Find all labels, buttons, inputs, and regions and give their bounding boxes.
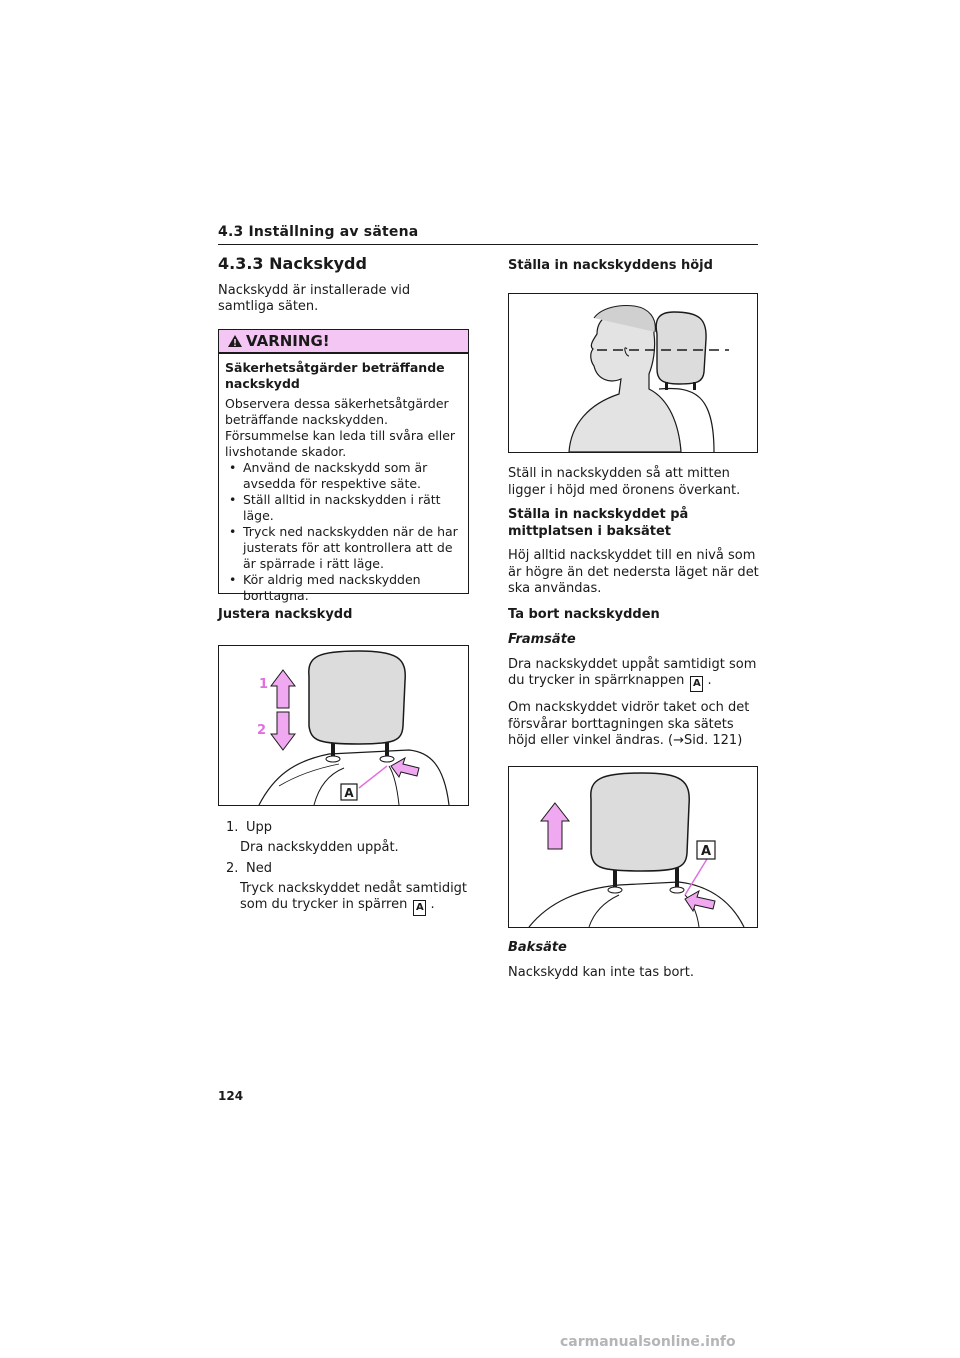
figure-adjust-headrest <box>218 645 469 806</box>
rear-text: Nackskydd kan inte tas bort. <box>508 964 694 980</box>
warning-bullet: • Använd de nackskydd som är avsedda för respektive säte. <box>225 460 462 492</box>
step-desc-end: . <box>430 897 435 912</box>
warning-text-2: Försummelse kan leda till svåra eller livshotande skador. <box>225 428 456 459</box>
figure3-label-a: A <box>700 844 712 859</box>
intro-text: Nackskydd är installerade vid samtliga säten. <box>218 282 411 314</box>
warning-body <box>219 354 468 604</box>
page-heading: 4.3.3 Nackskydd <box>218 254 367 273</box>
warning-bullet: • Ställ alltid in nackskydden i rätt läge. <box>225 492 462 524</box>
step-desc <box>240 881 470 917</box>
watermark: carmanualsonline.info <box>560 1334 736 1350</box>
front-text-end: . <box>707 673 712 688</box>
step-number: 1. <box>226 820 239 835</box>
middle-text: Höj alltid nackskyddet till en nivå som är högre än det nedersta läget när det ska användas. <box>508 548 759 596</box>
figure1-label-up: 1 <box>259 677 269 692</box>
figure1-label-a: A <box>344 786 354 800</box>
front-text-body: Dra nackskyddet uppåt samtidigt som du trycker in spärrknappen <box>508 656 757 688</box>
rear-section <box>508 940 760 981</box>
step-desc-text: Tryck nackskyddet nedåt samtidigt som du trycker in spärren <box>240 880 468 912</box>
height-text: Ställ in nackskydden så att mitten ligger i höjd med öronens överkant. <box>508 466 741 498</box>
roof-text: Om nackskyddet vidrör taket och det försvårar borttagningen ska sätets höjd eller vinkel ändras. (→Sid. 121) <box>508 700 750 748</box>
step-item <box>226 820 470 837</box>
warning-bullet: • Kör aldrig med nackskydden borttagna. <box>225 572 462 604</box>
headrest-adjust-illustration <box>219 646 468 805</box>
head-height-illustration <box>509 294 757 452</box>
step-item <box>226 861 470 878</box>
figure-remove-headrest <box>508 766 758 928</box>
step-number: 2. <box>226 861 239 876</box>
page-number: 124 <box>218 1089 244 1103</box>
right-column <box>508 466 760 750</box>
left-column <box>218 256 470 316</box>
steps-list <box>226 820 470 916</box>
latch-badge: A <box>413 900 426 916</box>
release-badge: A <box>690 676 703 692</box>
height-heading: Ställa in nackskyddens höjd <box>508 258 713 273</box>
warning-list <box>225 460 462 604</box>
middle-heading: Ställa in nackskyddet på mittplatsen i baksätet <box>508 507 689 539</box>
headrest-remove-illustration <box>509 767 757 927</box>
figure1-label-down: 2 <box>257 723 267 738</box>
step-desc: Dra nackskydden uppåt. <box>240 839 399 855</box>
warning-triangle-icon <box>227 334 243 348</box>
warning-box <box>218 329 469 603</box>
step-title: Upp <box>246 820 273 835</box>
figure-headrest-height <box>508 293 758 453</box>
warning-bullet: • Tryck ned nackskydden när de har justerats för att kontrollera att de är spärrade i rätt läge. <box>225 524 462 572</box>
front-heading: Framsäte <box>508 632 576 647</box>
warning-text-1: Observera dessa säkerhetsåtgärder beträffande nackskydden. <box>225 396 449 427</box>
header-rule <box>218 244 758 245</box>
remove-heading: Ta bort nackskydden <box>508 606 660 622</box>
step-title: Ned <box>246 861 272 876</box>
section-title: 4.3 Inställning av sätena <box>218 224 419 240</box>
warning-label: VARNING! <box>246 332 330 350</box>
warning-title: Säkerhetsåtgärder beträffande nackskydd <box>225 360 445 391</box>
warning-header <box>219 330 468 354</box>
adjust-heading: Justera nackskydd <box>218 607 353 622</box>
rear-heading: Baksäte <box>508 940 567 955</box>
front-text <box>508 657 760 693</box>
